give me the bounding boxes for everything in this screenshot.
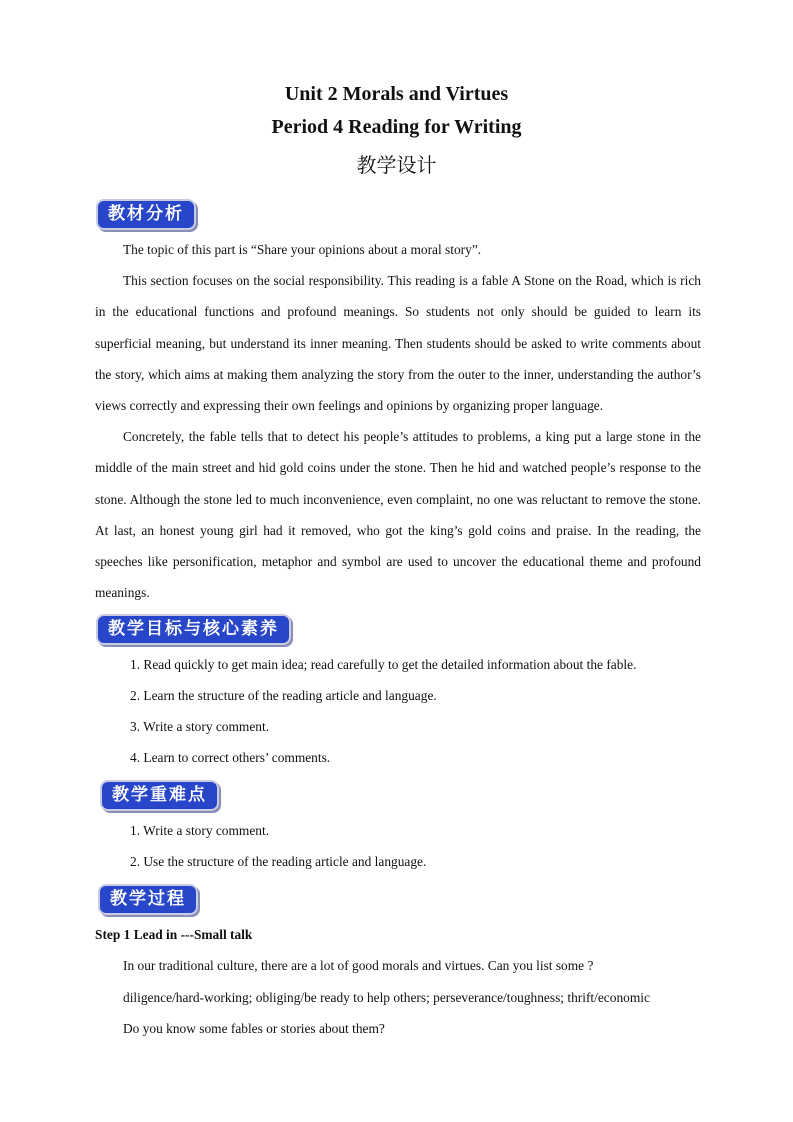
process-line-1: In our traditional culture, there are a lot of good morals and virtues. Can you list some ? <box>123 958 594 973</box>
keypoint-item-1: 1. Write a story comment. <box>130 823 270 838</box>
period-title: Period 4 Reading for Writing <box>271 116 522 138</box>
section-badge-analysis: 教材分析 <box>96 199 196 230</box>
analysis-paragraph-2: This section focuses on the social responsibility. This reading is a fable A Stone on the Road, which is rich in the educational functions and profound meanings. So students not only should be guided to learn its superficial meaning, but understand its inner meaning. Then students should be asked to write comments about the story, which aims at making them analyzing the story from the outer to the inner, understanding the author’s views correctly and expressing their own feelings and opinions by organizing proper language. <box>95 273 701 414</box>
title-block <box>0 78 793 185</box>
goal-item-2: 2. Learn the structure of the reading article and language. <box>130 688 437 703</box>
section-badge-goals: 教学目标与核心素养 <box>96 614 291 645</box>
section-badge-process: 教学过程 <box>98 884 198 915</box>
process-line-3: Do you know some fables or stories about them? <box>123 1021 385 1036</box>
analysis-paragraph-3: Concretely, the fable tells that to detect his people’s attitudes to problems, a king put a large stone in the middle of the main street and hid gold coins under the stone. Then he hid and watched people’s response to the stone. Although the stone led to much inconvenience, even complaint, no one was reluctant to remove the stone. At last, an honest young girl had it removed, who got the king’s gold coins and praise. In the reading, the speeches like personification, metaphor and symbol are used to uncover the educational theme and profound meanings. <box>95 429 701 601</box>
goal-item-4: 4. Learn to correct others’ comments. <box>130 750 331 765</box>
keypoint-item-2: 2. Use the structure of the reading article and language. <box>130 854 427 869</box>
document-subtitle: 教学设计 <box>356 153 437 177</box>
process-line-2: diligence/hard-working; obliging/be ready to help others; perseverance/toughness; thrift/economic <box>123 990 650 1005</box>
goal-item-3: 3. Write a story comment. <box>130 719 270 734</box>
section-badge-keypoints: 教学重难点 <box>100 780 219 811</box>
goal-item-1: 1. Read quickly to get main idea; read carefully to get the detailed information about the fable. <box>130 657 637 672</box>
unit-title: Unit 2 Morals and Virtues <box>284 83 509 105</box>
analysis-paragraph-1: The topic of this part is “Share your opinions about a moral story”. <box>123 242 482 257</box>
step-1-title: Step 1 Lead in ---Small talk <box>95 927 253 942</box>
